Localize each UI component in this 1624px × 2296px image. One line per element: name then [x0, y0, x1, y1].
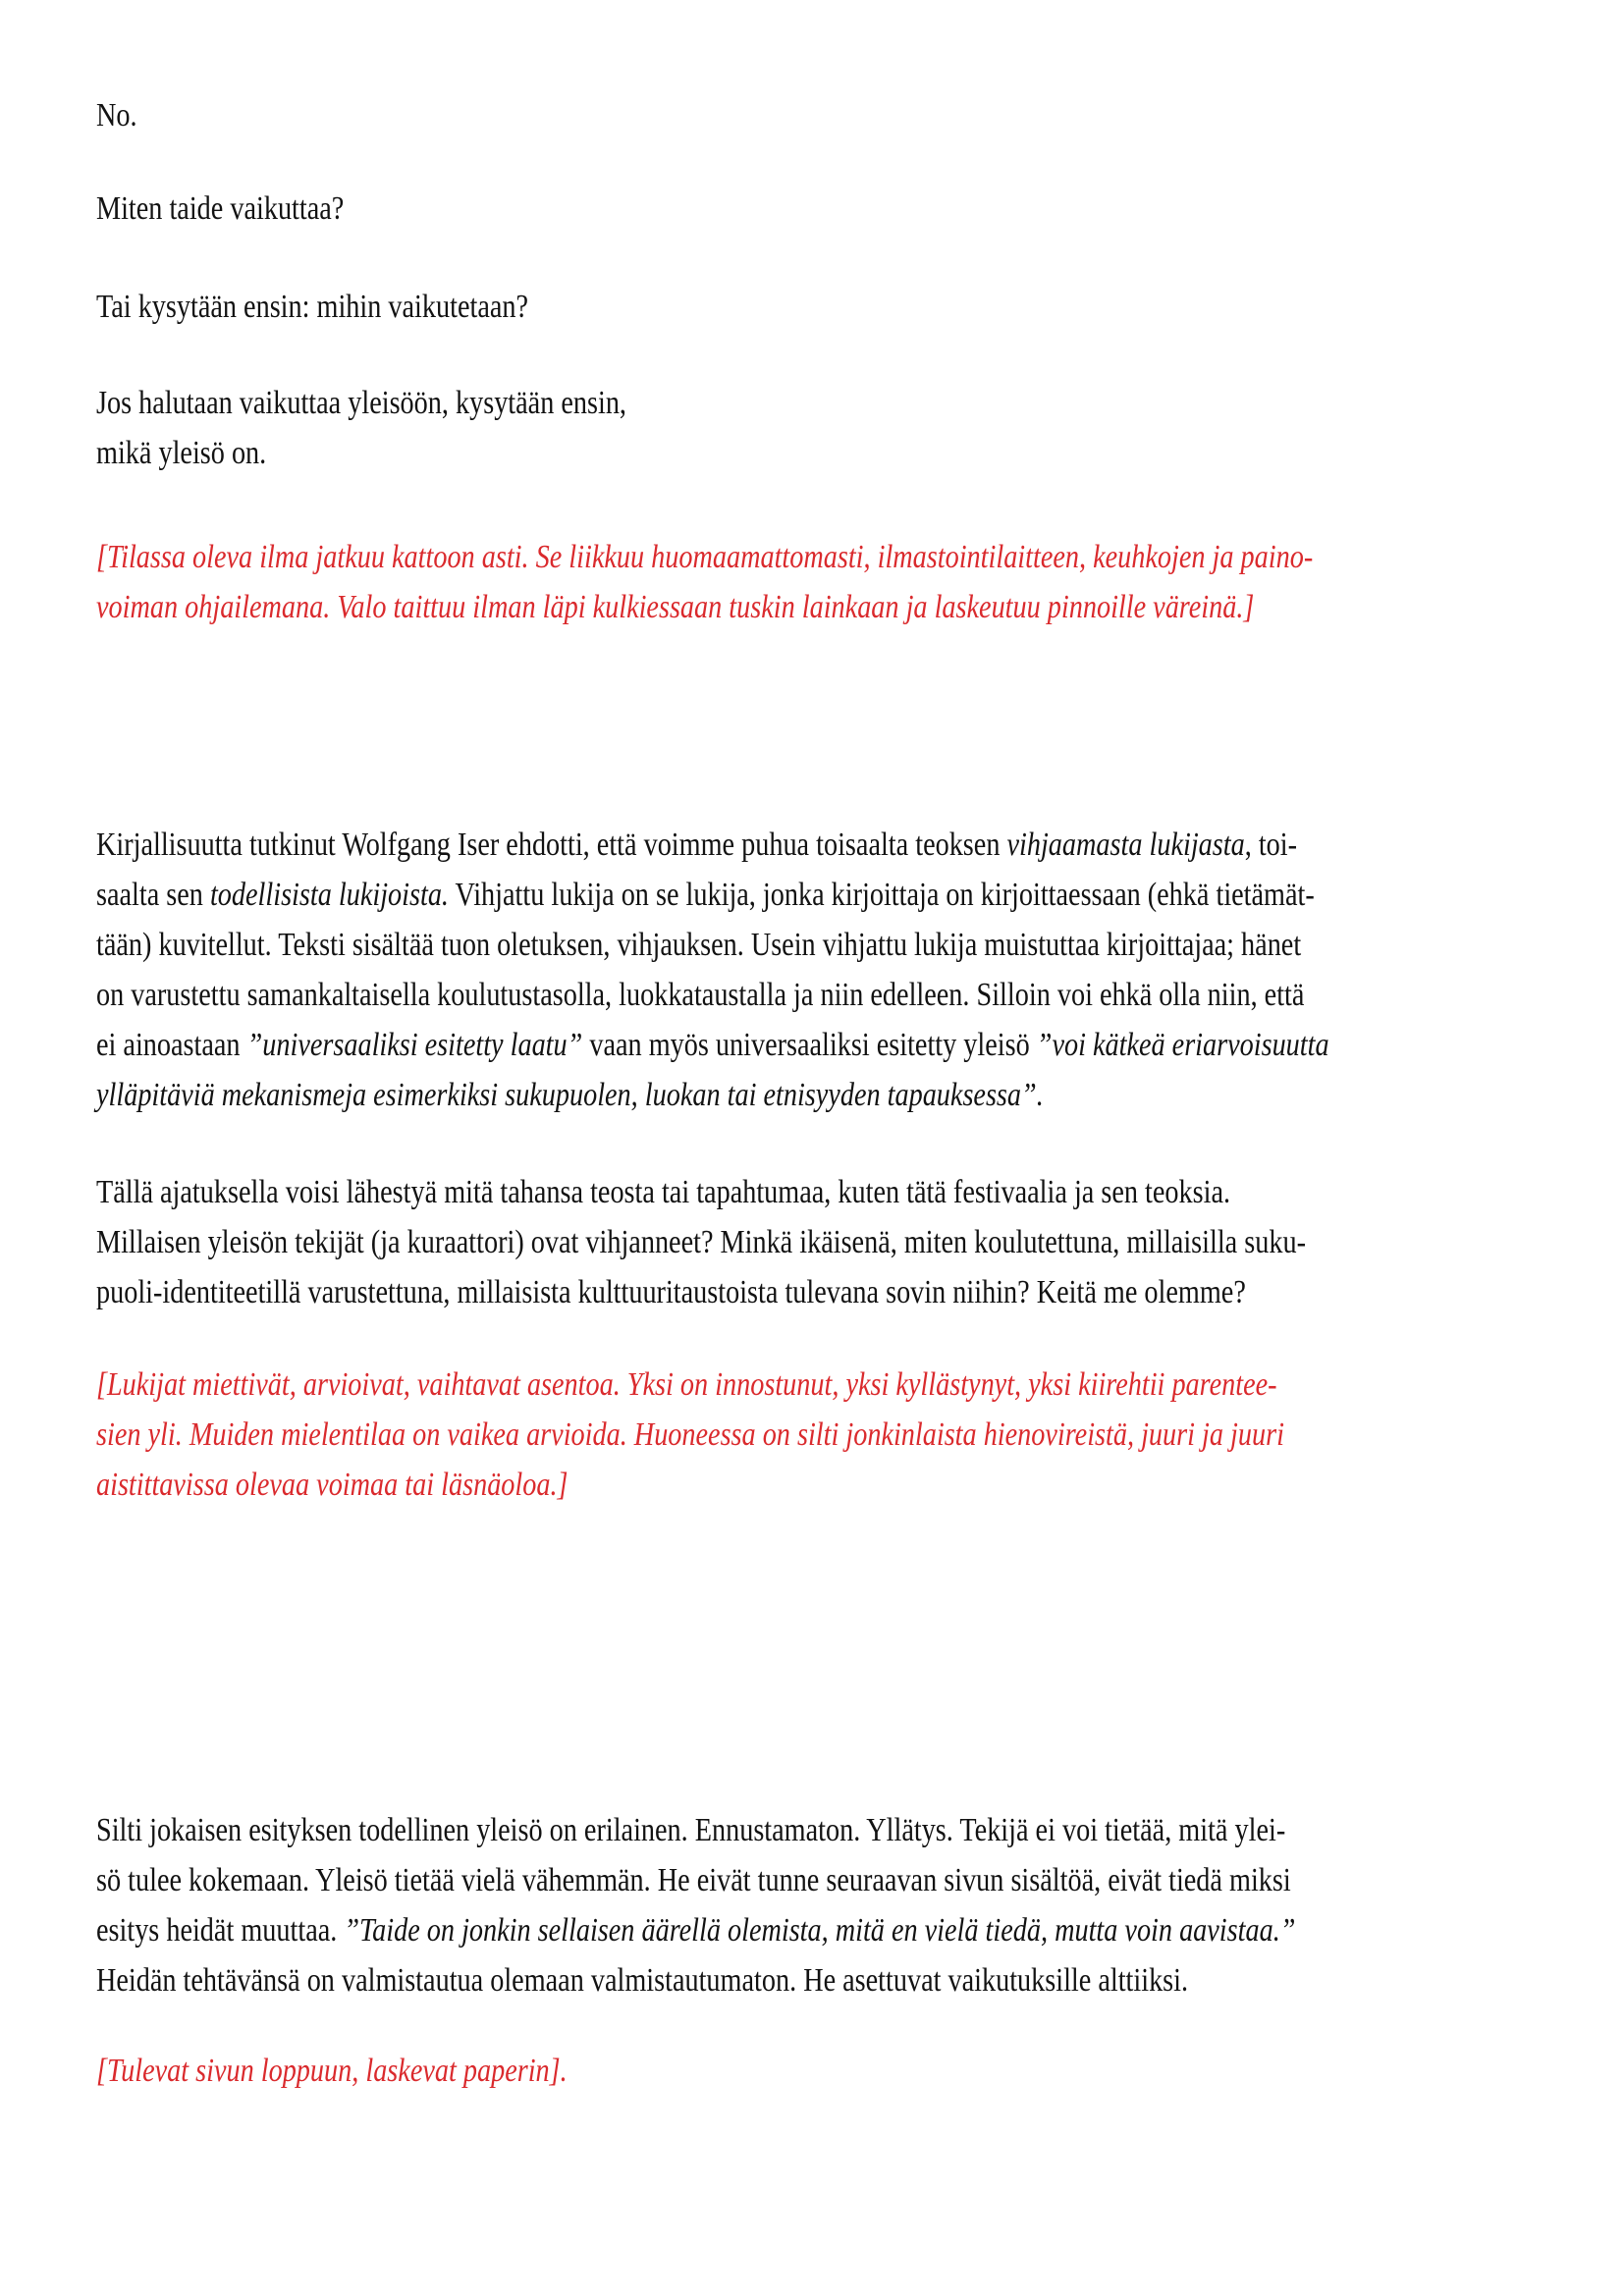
italic-term: todellisista lukijoista. — [209, 877, 449, 913]
text-line: sien yli. Muiden mielentilaa on vaikea arvioida. Huoneessa on silti jonkinlaista hienovireistä, juuri ja juuri — [96, 1416, 1284, 1453]
text-line — [96, 1020, 1329, 1070]
text-line: Millaisen yleisön tekijät (ja kuraattori) ovat vihjanneet? Minkä ikäisenä, miten koulutettuna, millaisilla suku- — [96, 1224, 1306, 1260]
italic-quote-line: ylläpitäviä mekanismeja esimerkiksi sukupuolen, luokan tai etnisyyden tapauksessa”. — [96, 1077, 1044, 1113]
text-segment: saalta sen — [96, 877, 210, 913]
intro-answer-no: No. — [96, 97, 137, 133]
text-line: [Lukijat miettivät, arvioivat, vaihtavat asentoa. Yksi on innostunut, yksi kyllästynyt, yksi kiirehtii parentee- — [96, 1366, 1277, 1403]
text-line: sö tulee kokemaan. Yleisö tietää vielä vähemmän. He eivät tunne seuraavan sivun sisältöä, eivät tiedä miksi — [96, 1862, 1291, 1898]
text-line — [96, 1905, 1295, 1955]
italic-quote: ”Taide on jonkin sellaisen äärellä olemista, mitä en vielä tiedä, mutta voin aavistaa.” — [344, 1912, 1296, 1949]
italic-quote: ”universaaliksi esitetty laatu” — [246, 1027, 583, 1063]
stage-note-page-end: [Tulevat sivun loppuun, laskevat paperin]. — [96, 2053, 568, 2089]
text-line: aistittavissa olevaa voimaa tai läsnäoloa.] — [96, 1467, 568, 1503]
paragraph-real-audience — [96, 1805, 1295, 2005]
text-line: Tällä ajatuksella voisi lähestyä mitä tahansa teosta tai tapahtumaa, kuten tätä festivaalia ja sen teoksia. — [96, 1174, 1231, 1210]
text-line: voiman ohjailemana. Valo taittuu ilman läpi kulkiessaan tuskin lainkaan ja laskeutuu pinnoille väreinä.] — [96, 589, 1255, 625]
italic-term: vihjaamasta lukijasta — [1006, 827, 1245, 863]
intro-statement — [96, 378, 626, 478]
text-segment: Kirjallisuutta tutkinut Wolfgang Iser ehdotti, että voimme puhua toisaalta teoksen — [96, 827, 1007, 863]
stage-note-air — [96, 532, 1313, 632]
paragraph-festival-audience — [96, 1167, 1306, 1317]
italic-quote: ”voi kätkeä eriarvoisuutta — [1036, 1027, 1329, 1063]
text-line: [Tilassa oleva ilma jatkuu kattoon asti. Se liikkuu huomaamattomasti, ilmastointilaitteen, keuhkojen ja paino- — [96, 539, 1314, 575]
text-line: puoli-identiteetillä varustettuna, millaisista kulttuuritaustoista tulevana sovin niihin? Keitä me olemme? — [96, 1274, 1246, 1310]
text-line: mikä yleisö on. — [96, 435, 267, 471]
intro-question-how-art-affects: Miten taide vaikuttaa? — [96, 190, 345, 227]
text-segment: Vihjattu lukija on se lukija, jonka kirjoittaja on kirjoittaessaan (ehkä tietämät- — [448, 877, 1315, 913]
text-line: Heidän tehtävänsä on valmistautua olemaan valmistautumaton. He asettuvat vaikutuksille alttiiksi. — [96, 1962, 1189, 1999]
paragraph-implied-reader — [96, 820, 1329, 1120]
text-segment: , toi- — [1244, 827, 1298, 863]
text-line: on varustettu samankaltaisella koulutustasolla, luokkataustalla ja niin edelleen. Silloin voi ehkä olla niin, että — [96, 977, 1305, 1013]
text-line — [96, 870, 1329, 920]
text-segment: esitys heidät muuttaa. — [96, 1912, 345, 1949]
text-segment: vaan myös universaaliksi esitetty yleisö — [582, 1027, 1037, 1063]
stage-note-readers — [96, 1360, 1284, 1510]
text-line — [96, 820, 1329, 870]
text-segment: ei ainoastaan — [96, 1027, 247, 1063]
text-line: Silti jokaisen esityksen todellinen yleisö on erilainen. Ennustamaton. Yllätys. Tekijä ei voi tietää, mitä ylei- — [96, 1812, 1286, 1848]
text-line: tään) kuvitellut. Teksti sisältää tuon oletuksen, vihjauksen. Usein vihjattu lukija muistuttaa kirjoittajaa; hänet — [96, 927, 1302, 963]
intro-question-what-is-affected: Tai kysytään ensin: mihin vaikutetaan? — [96, 289, 529, 325]
text-line: Jos halutaan vaikuttaa yleisöön, kysytään ensin, — [96, 385, 626, 421]
